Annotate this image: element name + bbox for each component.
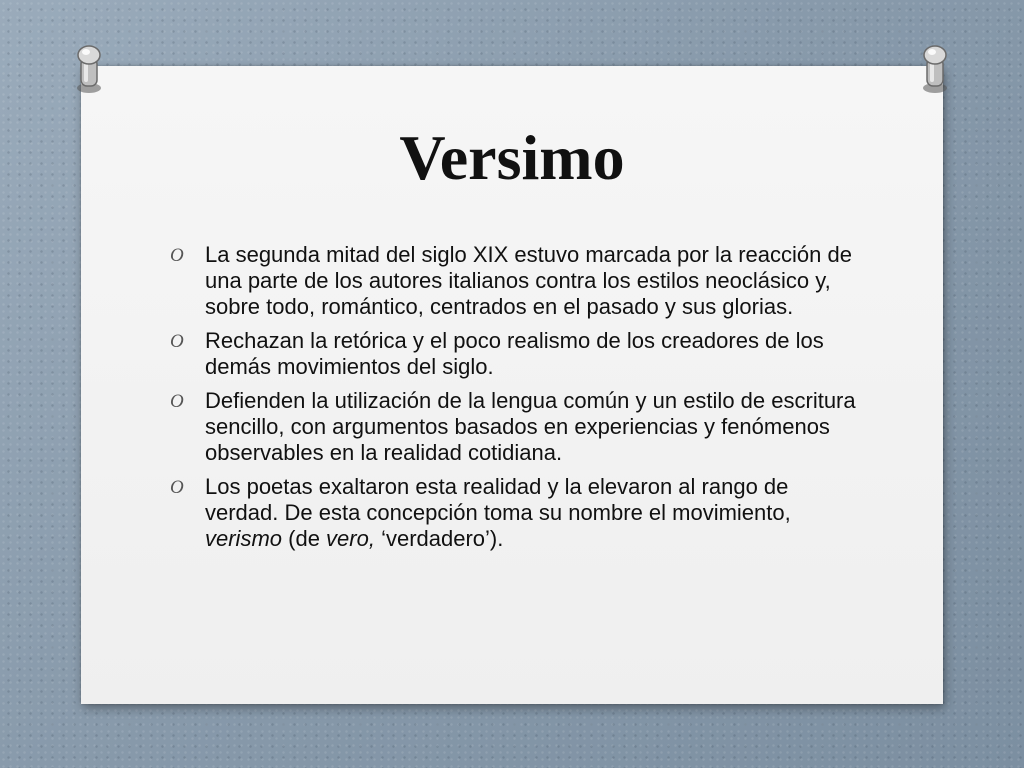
bullet-item xyxy=(170,474,860,552)
bullet-text-segment: Rechazan la retórica y el poco realismo de los creadores de los demás movimientos del siglo. xyxy=(205,328,824,379)
bullet-text-segment: Los poetas exaltaron esta realidad y la elevaron al rango de verdad. De esta concepción toma su nombre el movimiento, xyxy=(205,474,791,525)
bullet-marker-icon: O xyxy=(170,477,184,498)
bullet-text xyxy=(205,242,852,319)
bullet-text xyxy=(205,388,856,465)
bullet-marker-icon: O xyxy=(170,391,184,412)
bullet-text xyxy=(205,474,791,551)
bullet-item xyxy=(170,388,860,466)
bullet-list xyxy=(170,242,860,560)
pushpin-icon xyxy=(72,42,106,96)
bullet-text-italic: verismo xyxy=(205,526,283,551)
bullet-item xyxy=(170,242,860,320)
bullet-marker-icon: O xyxy=(170,245,184,266)
bullet-text-segment: Defienden la utilización de la lengua común y un estilo de escritura sencillo, con argumentos basados en experiencias y fenómenos observables en la realidad cotidiana. xyxy=(205,388,856,465)
bullet-text-italic: vero, xyxy=(326,526,375,551)
bullet-text-segment: La segunda mitad del siglo XIX estuvo marcada por la reacción de una parte de los autores italianos contra los estilos neoclásico y, sobre todo, romántico, centrados en el pasado y sus glorias. xyxy=(205,242,852,319)
bullet-marker-icon: O xyxy=(170,331,184,352)
bullet-text xyxy=(205,328,824,379)
slide-title: Versimo xyxy=(399,122,625,193)
bullet-text-segment: ‘verdadero’). xyxy=(374,526,504,551)
bullet-text-segment: (de xyxy=(282,526,327,551)
pushpin-icon xyxy=(918,42,952,96)
bullet-item xyxy=(170,328,860,380)
